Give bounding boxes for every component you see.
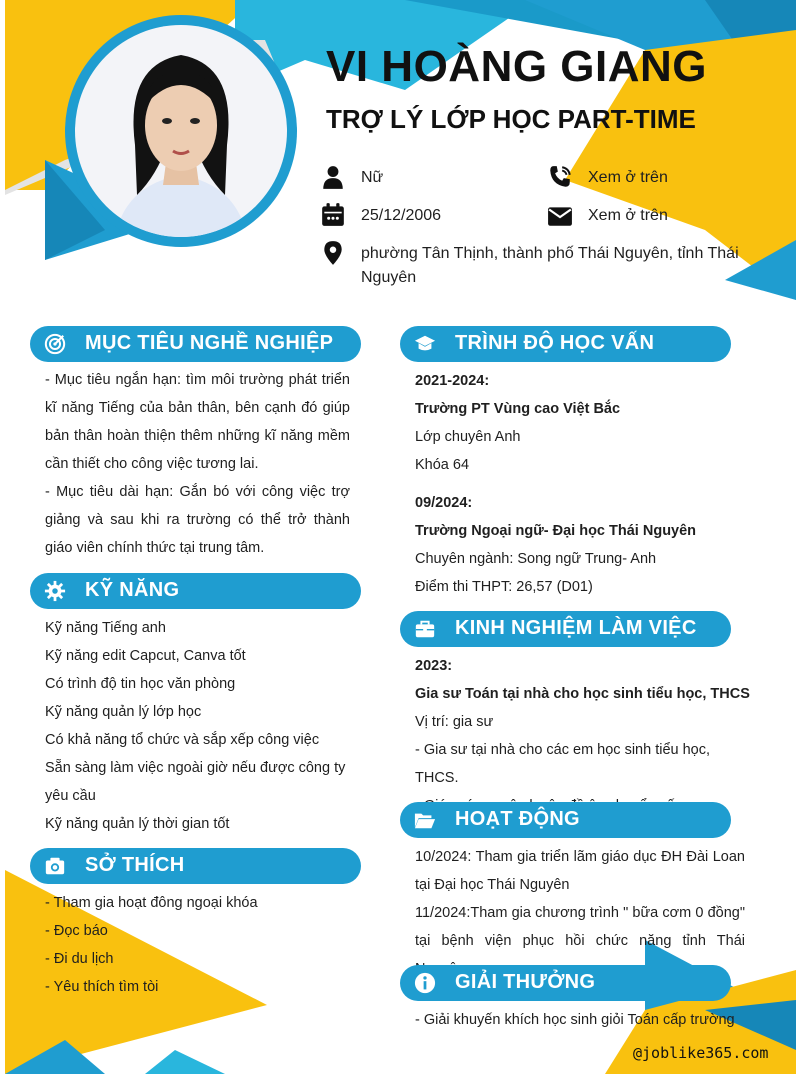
section-title: TRÌNH ĐỘ HỌC VẤN [455,332,655,354]
target-icon [44,333,66,355]
gender-value: Nữ [361,169,384,186]
section-header-skills [30,573,361,609]
experience-period: 2023: [415,658,453,674]
info-icon [414,972,436,994]
avatar [75,25,287,237]
list-item: - Yêu thích tìm tòi [45,979,159,995]
section-title: GIẢI THƯỞNG [455,971,596,993]
experience-position: Vị trí: gia sư [415,714,494,730]
section-header-activities [400,802,731,838]
location-icon [320,240,346,266]
education-school: Trường PT Vùng cao Việt Bắc [415,401,621,417]
skills-list [45,614,365,838]
section-title: KỸ NĂNG [85,579,180,601]
email-value: Xem ở trên [588,207,668,224]
list-item: Có trình độ tin học văn phòng [45,676,236,692]
objective-long-term: - Mục tiêu dài hạn: Gắn bó với công việc trợ giảng và sau khi ra trường có thể trở thành giáo viên chính thức tại trung tâm. [45,484,350,556]
list-item: 10/2024: Tham gia triển lãm giáo dục ĐH Đài Loan tại Đại học Thái Nguyên [415,849,745,893]
objective-body [45,366,350,562]
list-item: Sẵn sàng làm việc ngoài giờ nếu được công ty yêu cầu [45,760,346,804]
section-header-experience [400,611,731,647]
user-icon [320,164,346,190]
section-header-objective [30,326,361,362]
email-icon [547,203,573,229]
avatar-frame [65,15,297,247]
cv-page [5,0,796,1074]
objective-short-term: - Mục tiêu ngắn hạn: tìm môi trường phát triển kĩ năng Tiếng của bản thân, bên cạnh đó giúp bản thân hoàn thiện thêm những kĩ năng mềm cần thiết cho công việc tương lai. [45,372,350,472]
job-title: TRỢ LÝ LỚP HỌC PART-TIME [326,104,696,134]
address-value: phường Tân Thịnh, thành phố Thái Nguyên, tỉnh Thái Nguyên [361,245,739,286]
watermark: @joblike365.com [633,1044,769,1062]
education-body [415,367,745,601]
list-item: Kỹ năng quản lý thời gian tốt [45,816,230,832]
activities-body [415,843,745,983]
education-period: 09/2024: [415,495,473,511]
birthday-value: 25/12/2006 [361,207,442,224]
list-item: - Giải khuyến khích học sinh giỏi Toán cấp trường [415,1012,735,1028]
list-item: Kỹ năng edit Capcut, Canva tốt [45,648,246,664]
gear-icon [44,580,66,602]
experience-body [415,652,755,820]
education-detail: Lớp chuyên Anh [415,429,521,445]
section-title: HOẠT ĐỘNG [455,808,580,830]
list-item: 11/2024:Tham gia chương trình " bữa cơm 0 đồng" tại bệnh viện phục hồi chức năng tỉnh Thái [415,905,745,949]
candidate-name: VI HOÀNG GIANG [326,42,708,91]
list-item: Kỹ năng quản lý lớp học [45,704,202,720]
list-item: Có khả năng tổ chức và sắp xếp công việc [45,732,320,748]
awards-body [415,1006,745,1034]
education-period: 2021-2024: [415,373,490,389]
section-header-awards [400,965,731,1001]
list-item: - Đi du lịch [45,951,114,967]
list-item: - Đọc báo [45,923,108,939]
section-header-education [400,326,731,362]
hobbies-list [45,889,345,1001]
education-school: Trường Ngoại ngữ- Đại học Thái Nguyên [415,523,697,539]
list-item: Kỹ năng Tiếng anh [45,620,166,636]
folder-open-icon [414,809,436,831]
phone-icon [547,164,573,190]
education-detail: Điểm thi THPT: 26,57 (D01) [415,579,593,595]
phone-value: Xem ở trên [588,169,668,186]
section-title: MỤC TIÊU NGHỀ NGHIỆP [85,332,334,354]
section-header-hobbies [30,848,361,884]
graduation-cap-icon [414,333,436,355]
calendar-icon [320,202,346,228]
section-title: SỞ THÍCH [85,854,185,876]
education-detail: Chuyên ngành: Song ngữ Trung- Anh [415,551,657,567]
list-item: - Gia sư tại nhà cho các em học sinh tiểu học, THCS. [415,742,711,786]
section-title: KINH NGHIỆM LÀM VIỆC [455,617,697,639]
briefcase-icon [414,618,436,640]
camera-icon [44,855,66,877]
list-item: - Tham gia hoạt đông ngoại khóa [45,895,258,911]
experience-role: Gia sư Toán tại nhà cho học sinh tiểu học, THCS [415,686,750,702]
education-detail: Khóa 64 [415,457,470,473]
